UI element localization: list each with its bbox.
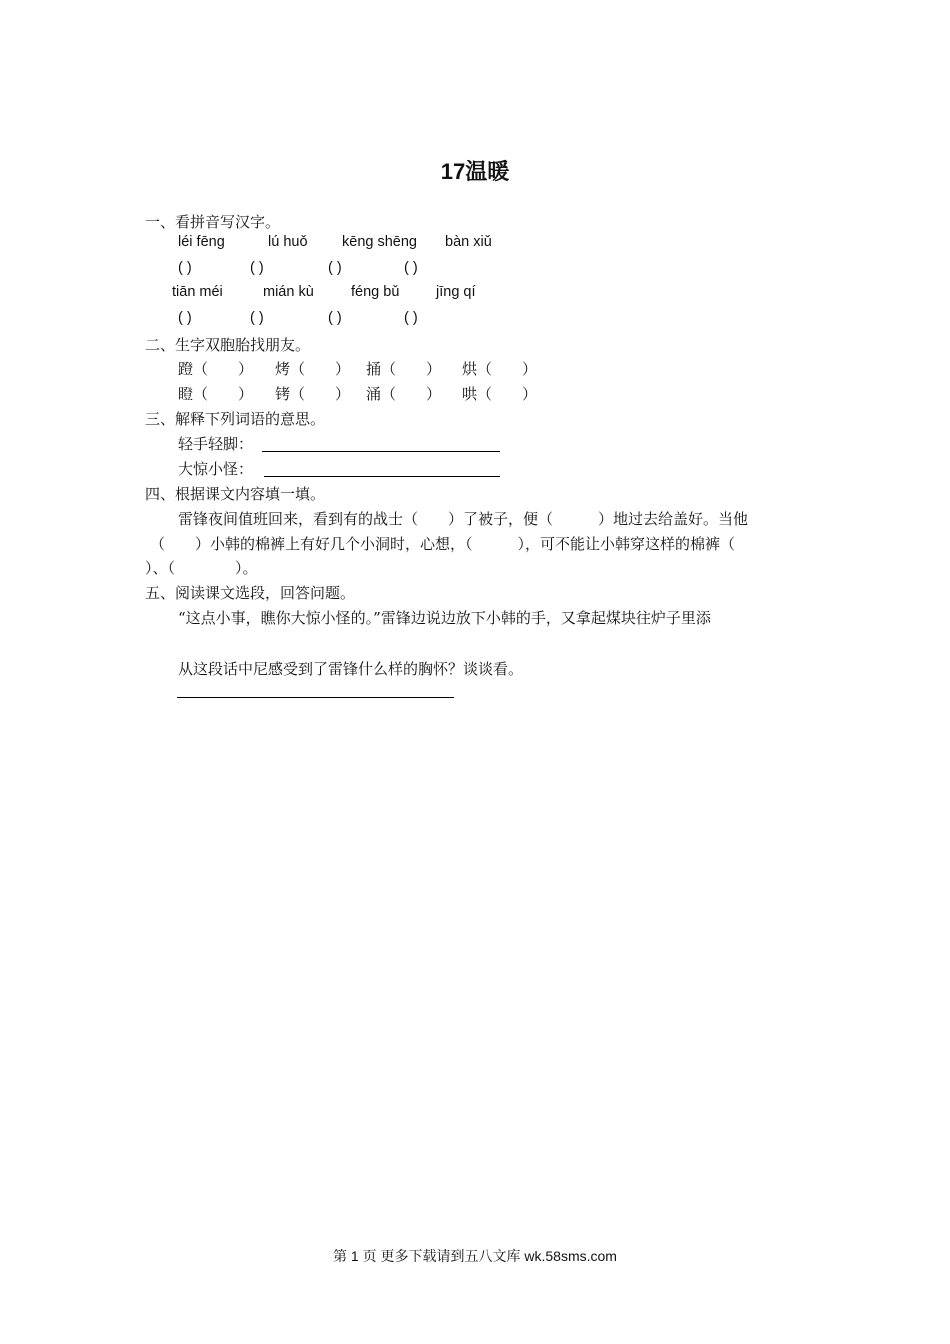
fill-text-line: （ ）小韩的棉裤上有好几个小洞时，心想，（ ），可不能让小韩穿这样的棉裤（ bbox=[150, 535, 736, 553]
pinyin-item: lú huǒ bbox=[268, 234, 308, 250]
answer-blank[interactable]: ( ) bbox=[404, 260, 418, 276]
char-pair-item: 哄（ ） bbox=[462, 385, 538, 403]
section-5-heading: 五、阅读课文选段，回答问题。 bbox=[145, 584, 356, 602]
answer-line[interactable] bbox=[177, 697, 454, 698]
section-3-heading: 三、解释下列词语的意思。 bbox=[145, 410, 326, 428]
char-pair-item: 烤（ ） bbox=[275, 360, 351, 378]
page-footer: 第 1 页 更多下载请到五八文库 wk.58sms.com bbox=[333, 1248, 617, 1264]
pinyin-item: tiān méi bbox=[172, 284, 223, 300]
term-label: 大惊小怪： bbox=[178, 460, 254, 478]
char-pair-item: 瞪（ ） bbox=[178, 385, 254, 403]
pinyin-item: mián kù bbox=[263, 284, 314, 300]
answer-line[interactable] bbox=[262, 451, 500, 452]
char-pair-item: 烘（ ） bbox=[462, 360, 538, 378]
answer-blank[interactable]: ( ) bbox=[328, 260, 342, 276]
page-title: 17温暖 bbox=[440, 159, 510, 184]
pinyin-item: léi fēng bbox=[178, 234, 225, 250]
char-pair-item: 蹬（ ） bbox=[178, 360, 254, 378]
answer-blank[interactable]: ( ) bbox=[328, 310, 342, 326]
answer-blank[interactable]: ( ) bbox=[250, 310, 264, 326]
section-1-heading: 一、看拼音写汉字。 bbox=[145, 213, 281, 231]
char-pair-item: 捅（ ） bbox=[366, 360, 442, 378]
answer-blank[interactable]: ( ) bbox=[250, 260, 264, 276]
reading-passage: “这点小事，瞧你大惊小怪的。”雷锋边说边放下小韩的手，又拿起煤块往炉子里添 bbox=[178, 609, 711, 627]
answer-blank[interactable]: ( ) bbox=[404, 310, 418, 326]
pinyin-item: bàn xiǔ bbox=[445, 234, 492, 250]
char-pair-item: 铐（ ） bbox=[275, 385, 351, 403]
fill-text-line: ）、（ ）。 bbox=[145, 559, 258, 577]
reading-question: 从这段话中尼感受到了雷锋什么样的胸怀？谈谈看。 bbox=[178, 660, 524, 678]
pinyin-item: kēng shēng bbox=[342, 234, 417, 250]
fill-text-line: 雷锋夜间值班回来，看到有的战士（ ）了被子，便（ ）地过去给盖好。当他 bbox=[178, 510, 749, 528]
section-4-heading: 四、根据课文内容填一填。 bbox=[145, 485, 326, 503]
answer-blank[interactable]: ( ) bbox=[178, 260, 192, 276]
pinyin-item: féng bǔ bbox=[351, 284, 400, 300]
answer-line[interactable] bbox=[264, 476, 500, 477]
answer-blank[interactable]: ( ) bbox=[178, 310, 192, 326]
section-2-heading: 二、生字双胞胎找朋友。 bbox=[145, 336, 311, 354]
char-pair-item: 涌（ ） bbox=[366, 385, 442, 403]
term-label: 轻手轻脚： bbox=[178, 435, 254, 453]
pinyin-item: jīng qí bbox=[436, 284, 476, 300]
